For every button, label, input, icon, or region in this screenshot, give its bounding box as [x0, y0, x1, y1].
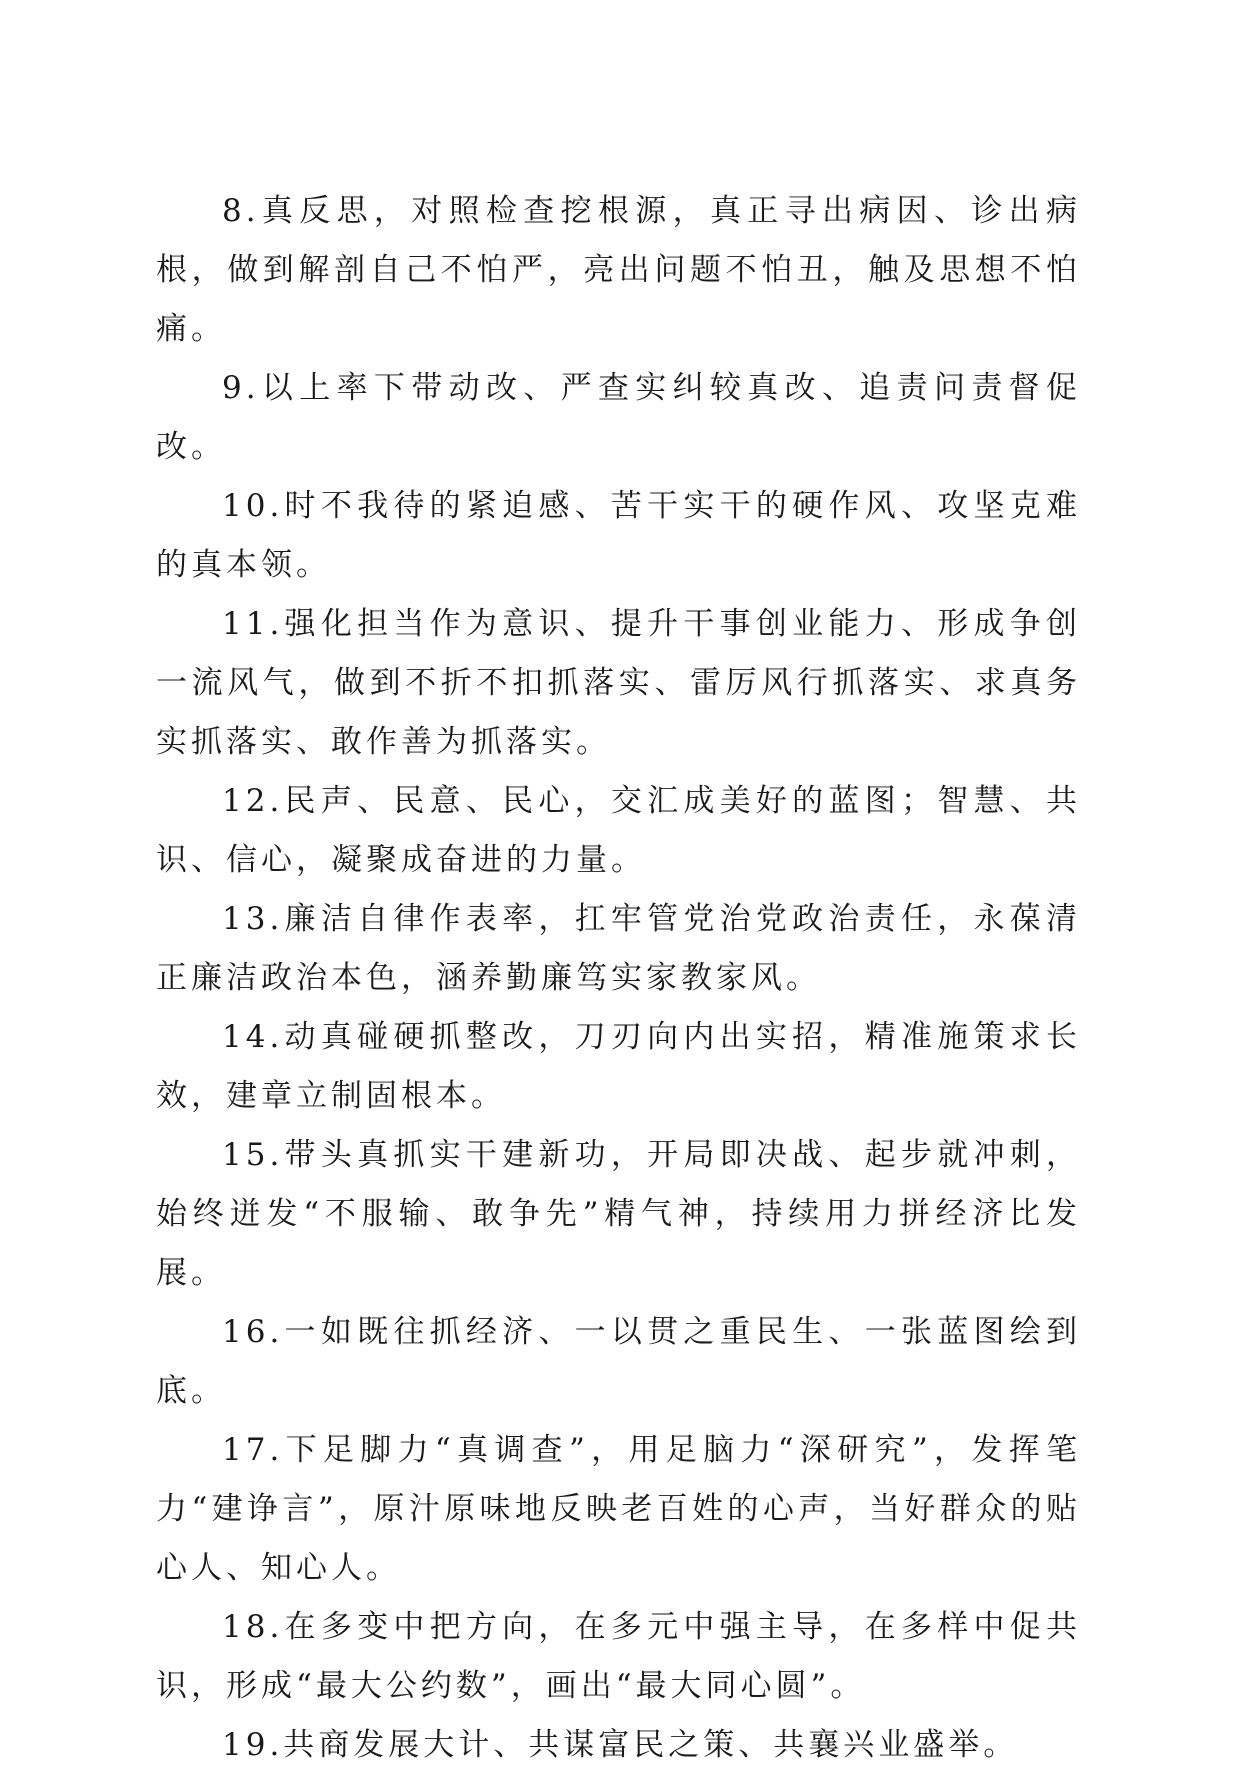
paragraph-9: 9.以上率下带动改、严查实纠较真改、追责问责督促改。 [156, 370, 1081, 465]
paragraph-19: 19.共商发展大计、共谋富民之策、共襄兴业盛举。 [222, 1727, 1019, 1763]
paragraph-8: 8.真反思，对照检查挖根源，真正寻出病因、诊出病根，做到解剖自己不怕严，亮出问题不怕丑，触及思想不怕痛。 [156, 193, 1081, 347]
paragraph-12: 12.民声、民意、民心，交汇成美好的蓝图；智慧、共识、信心，凝聚成奋进的力量。 [156, 783, 1081, 878]
paragraph-13: 13.廉洁自律作表率，扛牢管党治党政治责任，永葆清正廉洁政治本色，涵养勤廉笃实家教家风。 [156, 901, 1081, 996]
paragraph-10: 10.时不我待的紧迫感、苦干实干的硬作风、攻坚克难的真本领。 [156, 488, 1081, 583]
paragraph-14: 14.动真碰硬抓整改，刀刃向内出实招，精准施策求长效，建章立制固根本。 [156, 1019, 1081, 1114]
paragraph-16: 16.一如既往抓经济、一以贯之重民生、一张蓝图绘到底。 [156, 1314, 1081, 1409]
paragraph-11: 11.强化担当作为意识、提升干事创业能力、形成争创一流风气，做到不折不扣抓落实、雷厉风行抓落实、求真务实抓落实、敢作善为抓落实。 [156, 606, 1081, 760]
document-body [156, 182, 1081, 1775]
paragraph-18: 18.在多变中把方向，在多元中强主导，在多样中促共识，形成“最大公约数”，画出“最大同心圆”。 [156, 1609, 1081, 1704]
paragraph-17: 17.下足脚力“真调查”，用足脑力“深研究”，发挥笔力“建诤言”，原汁原味地反映老百姓的心声，当好群众的贴心人、知心人。 [156, 1432, 1081, 1586]
paragraph-15: 15.带头真抓实干建新功，开局即决战、起步就冲刺，始终迸发“不服输、敢争先”精气神，持续用力拼经济比发展。 [156, 1137, 1081, 1291]
